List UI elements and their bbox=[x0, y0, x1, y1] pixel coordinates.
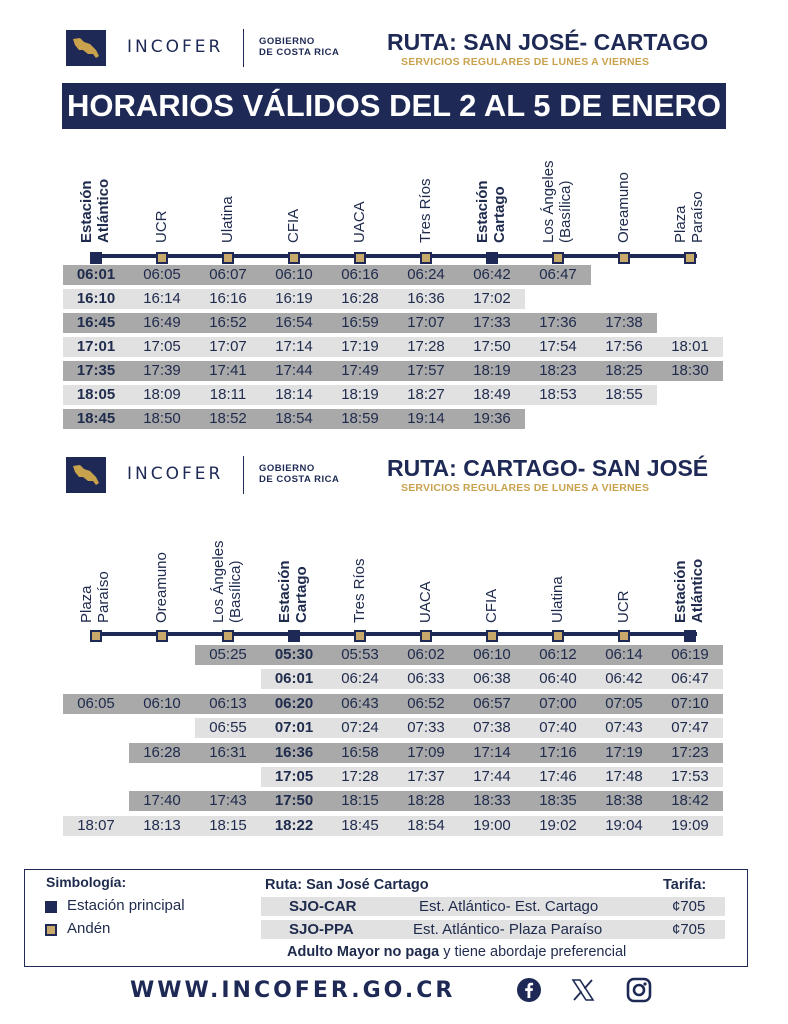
time-cell: 06:10 bbox=[275, 266, 313, 283]
time-cell: 17:46 bbox=[539, 768, 577, 785]
senior-note-bold: Adulto Mayor no paga bbox=[287, 944, 440, 960]
time-cell: 06:47 bbox=[671, 670, 709, 688]
time-cell: 18:55 bbox=[605, 386, 643, 403]
station-label-line: Estación bbox=[78, 180, 95, 243]
time-cell: 17:50 bbox=[473, 338, 511, 355]
legend-anden-label: Andén bbox=[67, 920, 111, 937]
station-label-line: Los Ángeles bbox=[210, 540, 227, 623]
time-cell: 18:38 bbox=[605, 792, 643, 810]
time-cell: 17:28 bbox=[407, 338, 445, 355]
time-cell: 17:56 bbox=[605, 338, 643, 355]
time-cell: 17:49 bbox=[341, 362, 379, 379]
time-cell: 06:20 bbox=[274, 694, 314, 712]
time-cell: 17:38 bbox=[605, 314, 643, 331]
time-cell: 06:12 bbox=[539, 646, 577, 663]
time-cell: 16:52 bbox=[209, 314, 247, 331]
time-cell: 06:43 bbox=[341, 694, 379, 712]
platform-marker bbox=[222, 630, 234, 642]
platform-marker bbox=[618, 630, 630, 642]
costa-rica-map-icon bbox=[66, 457, 106, 493]
time-cell: 17:43 bbox=[209, 792, 247, 810]
platform-marker bbox=[222, 252, 234, 264]
time-cell: 06:05 bbox=[77, 694, 115, 712]
platform-marker bbox=[354, 630, 366, 642]
station-label-line: Atlántico bbox=[95, 178, 112, 243]
time-cell: 17:16 bbox=[539, 743, 577, 761]
time-cell: 07:38 bbox=[473, 719, 511, 737]
station-label-line: Plaza bbox=[78, 585, 95, 623]
platform-legend-icon bbox=[45, 924, 57, 936]
time-cell: 18:30 bbox=[671, 362, 709, 379]
time-cell: 06:52 bbox=[407, 694, 445, 712]
station-label bbox=[417, 581, 434, 623]
time-cell: 05:53 bbox=[341, 646, 379, 663]
time-cell: 19:36 bbox=[473, 410, 511, 427]
time-cell: 17:07 bbox=[209, 338, 247, 355]
time-cell: 17:14 bbox=[275, 338, 313, 355]
station-label-line: Cartago bbox=[293, 566, 310, 623]
station-label bbox=[153, 211, 170, 244]
platform-marker bbox=[552, 252, 564, 264]
costa-rica-map-icon bbox=[66, 30, 106, 66]
station-label-line: (Basílica) bbox=[227, 560, 244, 623]
time-cell: 17:05 bbox=[274, 768, 314, 785]
main-station-legend-icon bbox=[45, 901, 57, 913]
station-label-line: Oreamuno bbox=[152, 552, 170, 623]
station-label-line: Estación bbox=[474, 180, 491, 243]
station-label bbox=[672, 559, 706, 623]
fare-code: SJO-CAR bbox=[289, 898, 357, 915]
time-cell: 07:01 bbox=[274, 719, 314, 737]
time-cell: 16:10 bbox=[76, 290, 116, 307]
time-cell: 06:13 bbox=[209, 694, 247, 712]
time-cell: 17:37 bbox=[407, 768, 445, 785]
time-cell: 16:36 bbox=[407, 290, 445, 307]
time-cell: 17:01 bbox=[76, 338, 116, 355]
time-cell: 18:19 bbox=[341, 386, 379, 403]
time-cell: 16:16 bbox=[209, 290, 247, 307]
station-label bbox=[540, 160, 574, 243]
time-cell: 06:16 bbox=[341, 266, 379, 283]
station-label bbox=[615, 591, 632, 624]
platform-marker bbox=[354, 252, 366, 264]
time-cell: 06:40 bbox=[539, 670, 577, 688]
time-cell: 18:35 bbox=[539, 792, 577, 810]
incofer-logo bbox=[66, 30, 106, 66]
station-label bbox=[549, 576, 566, 623]
time-cell: 07:43 bbox=[605, 719, 643, 737]
platform-marker bbox=[156, 630, 168, 642]
time-cell: 18:14 bbox=[275, 386, 313, 403]
station-label bbox=[351, 201, 368, 243]
station-label bbox=[474, 180, 508, 243]
time-cell: 17:33 bbox=[473, 314, 511, 331]
time-cell: 18:13 bbox=[143, 816, 181, 834]
route1-subtitle: SERVICIOS REGULARES DE LUNES A VIERNES bbox=[401, 56, 650, 68]
station-label bbox=[483, 589, 500, 623]
time-cell: 18:09 bbox=[143, 386, 181, 403]
time-cell: 18:25 bbox=[605, 362, 643, 379]
main-station-marker bbox=[288, 630, 300, 642]
time-cell: 17:57 bbox=[407, 362, 445, 379]
time-cell: 17:36 bbox=[539, 314, 577, 331]
website-link[interactable]: WWW.INCOFER.GO.CR bbox=[130, 978, 456, 1003]
route2-subtitle: SERVICIOS REGULARES DE LUNES A VIERNES bbox=[401, 482, 650, 494]
time-cell: 18:15 bbox=[209, 816, 247, 834]
fare-route-label: Ruta: San José Cartago bbox=[265, 877, 429, 893]
time-cell: 18:27 bbox=[407, 386, 445, 403]
validity-banner: HORARIOS VÁLIDOS DEL 2 AL 5 DE ENERO bbox=[62, 83, 726, 129]
legend-box bbox=[24, 869, 748, 967]
header-divider-2 bbox=[243, 456, 244, 494]
fare-price: ¢705 bbox=[672, 898, 706, 915]
station-label-line: CFIA bbox=[284, 208, 302, 243]
route2-title: RUTA: CARTAGO- SAN JOSÉ bbox=[387, 455, 709, 481]
time-cell: 17:05 bbox=[143, 338, 181, 355]
time-cell: 06:10 bbox=[473, 646, 511, 663]
station-label-line: Ulatina bbox=[548, 576, 566, 623]
time-cell: 16:28 bbox=[143, 743, 181, 761]
time-cell: 17:19 bbox=[605, 743, 643, 761]
time-cell: 16:36 bbox=[274, 743, 314, 761]
time-cell: 18:28 bbox=[407, 792, 445, 810]
time-cell: 06:42 bbox=[605, 670, 643, 688]
station-label-line: UACA bbox=[350, 201, 368, 243]
station-label bbox=[78, 571, 112, 623]
platform-marker bbox=[90, 630, 102, 642]
time-cell: 19:14 bbox=[407, 410, 445, 427]
time-cell: 17:41 bbox=[209, 362, 247, 379]
time-cell: 06:01 bbox=[76, 266, 116, 283]
gov-label-2: GOBIERNO DE COSTA RICA bbox=[259, 463, 340, 485]
main-station-marker bbox=[486, 252, 498, 264]
time-cell: 06:14 bbox=[605, 646, 643, 663]
time-cell: 18:22 bbox=[274, 816, 314, 834]
time-cell: 17:54 bbox=[539, 338, 577, 355]
fare-price: ¢705 bbox=[672, 921, 706, 938]
route2-track-line bbox=[90, 632, 697, 636]
time-cell: 16:19 bbox=[275, 290, 313, 307]
time-cell: 06:05 bbox=[143, 266, 181, 283]
station-label-line: Atlántico bbox=[689, 558, 706, 623]
station-label-line: Estación bbox=[276, 560, 293, 623]
time-cell: 18:59 bbox=[341, 410, 379, 427]
time-cell: 17:48 bbox=[605, 768, 643, 785]
time-cell: 17:35 bbox=[76, 362, 116, 379]
fare-code: SJO-PPA bbox=[289, 921, 354, 938]
gov-label: GOBIERNO DE COSTA RICA bbox=[259, 36, 340, 58]
time-cell: 18:53 bbox=[539, 386, 577, 403]
time-cell: 06:38 bbox=[473, 670, 511, 688]
time-cell: 06:57 bbox=[473, 694, 511, 712]
station-label bbox=[672, 191, 706, 243]
station-label-line: UCR bbox=[614, 590, 632, 623]
time-cell: 17:44 bbox=[473, 768, 511, 785]
time-cell: 19:04 bbox=[605, 816, 643, 834]
fare-desc: Est. Atlántico- Plaza Paraíso bbox=[413, 921, 603, 938]
time-cell: 18:42 bbox=[671, 792, 709, 810]
time-cell: 06:33 bbox=[407, 670, 445, 688]
time-cell: 17:09 bbox=[407, 743, 445, 761]
time-cell: 07:05 bbox=[605, 694, 643, 712]
station-label bbox=[285, 209, 302, 243]
instagram-icon[interactable] bbox=[626, 977, 652, 1003]
time-cell: 16:58 bbox=[341, 743, 379, 761]
time-cell: 06:42 bbox=[473, 266, 511, 283]
x-icon[interactable] bbox=[571, 978, 595, 1002]
station-label-line: Paraíso bbox=[689, 191, 706, 243]
platform-marker bbox=[156, 252, 168, 264]
station-label-line: Paraíso bbox=[95, 571, 112, 623]
station-label-line: Tres Ríos bbox=[350, 558, 368, 623]
station-label-line: Los Ángeles bbox=[540, 160, 557, 243]
time-cell: 18:50 bbox=[143, 410, 181, 427]
time-cell: 17:39 bbox=[143, 362, 181, 379]
station-label-line: CFIA bbox=[482, 588, 500, 623]
legend-title: Simbología: bbox=[46, 874, 127, 890]
platform-marker bbox=[552, 630, 564, 642]
time-cell: 17:28 bbox=[341, 768, 379, 785]
time-cell: 07:24 bbox=[341, 719, 379, 737]
time-cell: 18:45 bbox=[76, 410, 116, 427]
time-cell: 05:30 bbox=[274, 646, 314, 663]
time-cell: 06:07 bbox=[209, 266, 247, 283]
station-label-line: UACA bbox=[416, 581, 434, 623]
time-cell: 16:28 bbox=[341, 290, 379, 307]
time-cell: 16:59 bbox=[341, 314, 379, 331]
time-cell: 16:49 bbox=[143, 314, 181, 331]
time-cell: 06:01 bbox=[274, 670, 314, 688]
time-cell: 16:54 bbox=[275, 314, 313, 331]
time-cell: 16:14 bbox=[143, 290, 181, 307]
tarifa-label: Tarifa: bbox=[663, 877, 707, 893]
station-label bbox=[276, 560, 310, 623]
station-label bbox=[210, 540, 244, 623]
time-cell: 17:14 bbox=[473, 743, 511, 761]
time-cell: 07:33 bbox=[407, 719, 445, 737]
incofer-logo-2 bbox=[66, 457, 106, 493]
station-label-line: Ulatina bbox=[218, 196, 236, 243]
station-label bbox=[78, 179, 112, 243]
time-cell: 06:24 bbox=[407, 266, 445, 283]
time-cell: 18:54 bbox=[275, 410, 313, 427]
time-cell: 19:00 bbox=[473, 816, 511, 834]
station-label-line: Tres Ríos bbox=[416, 178, 434, 243]
time-cell: 16:45 bbox=[76, 314, 116, 331]
station-label-line: (Basílica) bbox=[557, 180, 574, 243]
station-label bbox=[219, 196, 236, 243]
senior-note-rest: y tiene abordaje preferencial bbox=[439, 944, 627, 960]
time-cell: 18:54 bbox=[407, 816, 445, 834]
time-cell: 19:09 bbox=[671, 816, 709, 834]
platform-marker bbox=[288, 252, 300, 264]
time-cell: 18:11 bbox=[209, 386, 247, 403]
time-cell: 18:49 bbox=[473, 386, 511, 403]
time-cell: 18:23 bbox=[539, 362, 577, 379]
main-station-marker bbox=[90, 252, 102, 264]
time-cell: 17:40 bbox=[143, 792, 181, 810]
station-label-line: UCR bbox=[152, 210, 170, 243]
route1-title: RUTA: SAN JOSÉ- CARTAGO bbox=[387, 29, 709, 55]
time-cell: 06:47 bbox=[539, 266, 577, 283]
station-label bbox=[417, 179, 434, 243]
brand-name: INCOFER bbox=[127, 37, 224, 57]
time-cell: 06:19 bbox=[671, 646, 709, 663]
time-cell: 18:45 bbox=[341, 816, 379, 834]
time-cell: 18:19 bbox=[473, 362, 511, 379]
station-label-line: Plaza bbox=[672, 205, 689, 243]
time-cell: 17:07 bbox=[407, 314, 445, 331]
time-cell: 17:02 bbox=[473, 290, 511, 307]
time-cell: 19:02 bbox=[539, 816, 577, 834]
station-label-line: Cartago bbox=[491, 186, 508, 243]
time-cell: 17:50 bbox=[274, 792, 314, 810]
time-cell: 06:10 bbox=[143, 694, 181, 712]
time-cell: 18:07 bbox=[77, 816, 115, 834]
fare-row-sjo-car bbox=[261, 897, 725, 916]
time-cell: 17:19 bbox=[341, 338, 379, 355]
time-cell: 17:44 bbox=[275, 362, 313, 379]
fare-row-sjo-ppa bbox=[261, 920, 725, 939]
time-cell: 07:40 bbox=[539, 719, 577, 737]
station-label-line: Estación bbox=[672, 560, 689, 623]
main-station-marker bbox=[684, 630, 696, 642]
platform-marker bbox=[684, 252, 696, 264]
time-cell: 06:24 bbox=[341, 670, 379, 688]
fare-desc: Est. Atlántico- Est. Cartago bbox=[419, 898, 599, 915]
platform-marker bbox=[420, 630, 432, 642]
station-label bbox=[351, 559, 368, 623]
time-cell: 17:23 bbox=[671, 743, 709, 761]
time-cell: 07:10 bbox=[671, 694, 709, 712]
time-cell: 05:25 bbox=[209, 646, 247, 663]
time-cell: 18:33 bbox=[473, 792, 511, 810]
time-cell: 06:55 bbox=[209, 719, 247, 737]
brand-name-2: INCOFER bbox=[127, 464, 224, 484]
time-cell: 16:31 bbox=[209, 743, 247, 761]
platform-marker bbox=[618, 252, 630, 264]
time-cell: 18:15 bbox=[341, 792, 379, 810]
route1-track-line bbox=[90, 254, 697, 258]
time-cell: 06:02 bbox=[407, 646, 445, 663]
time-cell: 18:05 bbox=[76, 386, 116, 403]
station-label bbox=[153, 552, 170, 623]
legend-main-label: Estación principal bbox=[67, 897, 185, 914]
station-label bbox=[615, 172, 632, 243]
header-divider bbox=[243, 29, 244, 67]
time-cell: 07:47 bbox=[671, 719, 709, 737]
senior-note bbox=[287, 944, 626, 960]
platform-marker bbox=[420, 252, 432, 264]
platform-marker bbox=[486, 630, 498, 642]
time-cell: 07:00 bbox=[539, 694, 577, 712]
time-cell: 18:52 bbox=[209, 410, 247, 427]
time-cell: 18:01 bbox=[671, 338, 709, 355]
facebook-icon[interactable] bbox=[516, 977, 542, 1003]
station-label-line: Oreamuno bbox=[614, 172, 632, 243]
time-cell: 17:53 bbox=[671, 768, 709, 785]
